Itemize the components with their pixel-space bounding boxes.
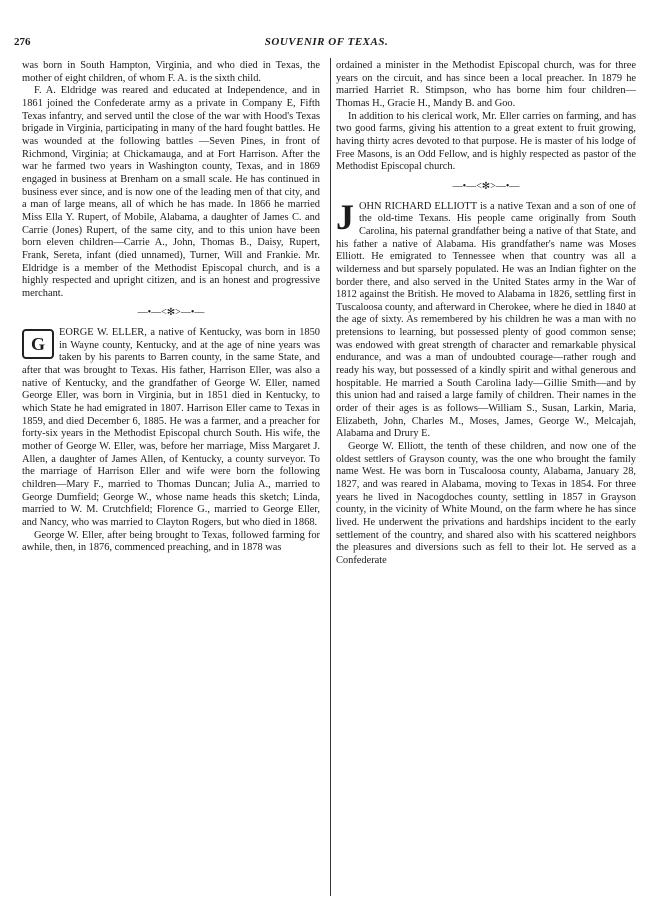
- biography-name: EORGE W. ELLER,: [59, 327, 147, 339]
- paragraph: George W. Eller, after being brought to Texas, followed farming for awhile, then, in 1876, commenced preaching, and in 1878 was: [22, 529, 320, 554]
- paragraph-text: is a native Texan and a son of one of the old-time Texans. His people came originally from South Carolina, his paternal grandfather being a native of that State, and his father a native of Alabama. His grandfather's name was Moses Elliott. He emigrated to Tennessee when that country was all a wilderness and but sparsely populated. He was an Indian fighter on the border there, and also served in the United States army in the War of 1812 against the British. He moved to Alabama in 1826, settling first in Tuscaloosa county, and afterward in Cherokee, where he died in 1840 at the age of sixty. As remembered by his children he was a man with no pretensions to learning, but possessed plenty of good common sense; was endowed with great strength of character and remarkable physical endurance, and was a man of undoubted courage—rather rough and ready his way, but possessed of a kindly spirit and withal generous and hospitable. He married a South Carolina lady—Gillie Smith—and by this union had and raised a large family of children. Their names in the order of their ages is as follows—William S., Susan, Larkin, Maria, Elizabeth, John, Charles M., Moses, James, George W., Melcajah, Alabama and Drury E.: [336, 200, 636, 440]
- paragraph: F. A. Eldridge was reared and educated at Independence, and in 1861 joined the Confederate army as a private in Company E, Fifth Texas infantry, and served until the close of the war with Hood's Texas brigade in Virginia, participating in many of the hard fought battles. He was wounded at the following battles —Seven Pines, in front of Richmond, Virginia; at Chickamauga, and at Fort Harrison. After the war he farmed two years in Washington county, Texas, and in 1869 engaged in business at Brenham on a small scale. He has continued in business ever since, and is now one of the leading men of that city, and a man of large means, all of which he has made. In 1866 he married Miss Ella Y. Rupert, of Mobile, Alabama, a daughter of James C. and Carrie (Jones) Rupert, of the same city, and to this union have been born eleven children—Carrie A., John, Thomas B., Daisy, Rupert, Frank, Sereta, infant (died unnamed), Turner, Will and Frankie. Mr. Eldridge is a member of the Methodist Episcopal church, and is a highly respected and upright citizen, and is an honest and progressive merchant.: [22, 85, 320, 299]
- decorated-initial: J: [336, 196, 354, 237]
- paragraph: was born in South Hampton, Virginia, and who died in Texas, the mother of eight children, of whom F. A. is the sixth child.: [22, 60, 320, 84]
- biography-name: OHN RICHARD ELLIOTT: [359, 200, 477, 212]
- paragraph: In addition to his clerical work, Mr. Eller carries on farming, and has two good farms, giving his attention to a great extent to fruit growing, having thirty acres devoted to that purpose. He is master of his lodge of Free Masons, is an Odd Fellow, and is highly respected as pastor of the Methodist Episcopal church.: [336, 110, 636, 173]
- biography-paragraph: [336, 196, 636, 441]
- section-ornament: —•—<✻>—•—: [137, 307, 205, 319]
- paragraph-text: a native of Kentucky, was born in 1850 in Wayne county, Kentucky, and at the age of nine years was taken by his parents to Barren county, in the same State, and after that was brought to Texas. His father, Harrison Eller, was also a native of Kentucky, and the grandfather of George W. Eller, named George Eller, was born in Virginia, but in 1851 died in Kentucky, to which State he had emigrated in 1807. Harrison Eller came to Texas in 1859, and died December 6, 1885. He was a farmer, and a preacher for forty-six years in the Methodist Episcopal church South. His wife, the mother of George W. Eller, was, before her marriage, Miss Margaret J. Allen, a daughter of James Allen, of Kentucky, a county surveyor. To the marriage of Harrison Eller and wife were born the following children—Mary F., married to Thomas Duncan; Julia A., married to George Dumfield; George W., whose name heads this sketch; Linda, married to W. M. Crutchfield; Florence G., married to George Eller, and Nancy, who was married to Clayton Rogers, but who died in 1868.: [22, 327, 320, 528]
- page-header: [14, 36, 639, 52]
- biography-paragraph: [22, 327, 320, 530]
- page-number: 276: [14, 36, 31, 48]
- left-column: [22, 60, 320, 555]
- paragraph: George W. Elliott, the tenth of these children, and now one of the oldest settlers of Grayson county, was the one who brought the family name West. He was born in Tuscaloosa county, Alabama, January 28, 1827, and was reared in Alabama, moving to Texas in 1854. For three years he lived in Nacogdoches county, settling in 1857 in Grayson county, in the vicinity of White Mound, on the farm where he has since lived. He underwent the privations and hardships incident to the early settlement of the country, and shared also with his scattered neighbors the pleasures and diversions such as fell to their lot. He served as a Confederate: [336, 441, 636, 566]
- column-divider: [330, 58, 331, 896]
- running-title: SOUVENIR OF TEXAS.: [264, 36, 389, 48]
- section-ornament: —•—<✻>—•—: [452, 180, 520, 192]
- right-column: [336, 60, 636, 568]
- paragraph: ordained a minister in the Methodist Episcopal church, was for three years on the circuit, and has since been a local preacher. In 1879 he married Harriet R. Stimpson, who has borne him four children—Thomas H., Gracie H., Mandy B. and Goo.: [336, 60, 636, 109]
- decorated-initial: G: [22, 329, 54, 359]
